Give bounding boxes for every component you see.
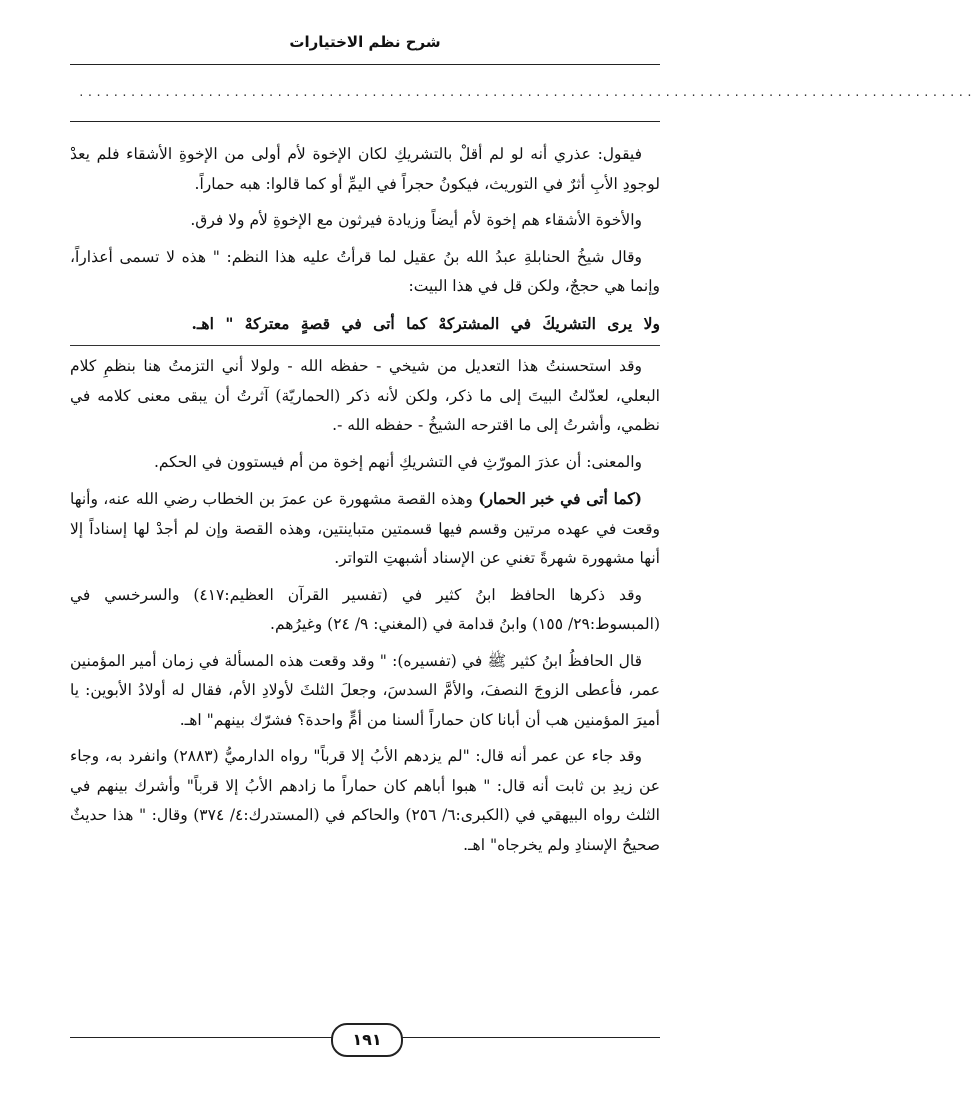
paragraph-8: قال الحافظُ ابنُ كثير ﷺ في (تفسيره): " وقد وقعت هذه المسألة في زمان أمير المؤمنين عمر، فأعطى الزوجَ النصفَ، والأمَّ السدسَ، وجعلَ الثلثَ لأولادِ الأم، فقال له أولادُ الأبوين: يا أميرَ المؤمنين هب أن أبانا كان حماراً ألسنا من أمٍّ واحدة؟ فشرّك بينهم" اهـ. [70,651,660,729]
paragraph-9: وقد جاء عن عمر أنه قال: "لم يزدهم الأبُ إلا قرباً" رواه الدارميُّ (٢٨٨٣) وانفرد به، وجاء عن زيدِ بن ثابت أنه قال: " هبوا أباهم كان حماراً ما زادهم الأبُ إلا قرباً" وأشرك بينهم في الثلث رواه البيهقي في (الكبرى:٦/ ٢٥٦) والحاكم في (المستدرك:٤/ ٣٧٤) وقال: " هذا حديثٌ صحيحُ الإسنادِ ولم يخرجاه" اهـ. [70,747,660,854]
header-rule [70,64,660,65]
main-text [70,140,660,867]
running-header: شرح نظم الاختيارات [289,33,441,51]
paragraph-6 [70,484,660,574]
paragraph-1: فيقول: عذري أنه لو لم أقلْ بالتشريكِ لكان الإخوة لأم أولى من الإخوةِ الأشقاء فلم يعدْ لوجودِ الأبِ أثرٌ في التوريث، فيكونُ حجراً في اليمِّ أو كما قالوا: هبه حماراً. [70,145,660,193]
verse-line: ولا يرى التشريكَ في المشتركهْ كما أتى في قصةٍ معتركهْ " اهـ. [191,313,660,333]
paragraph-2: والأخوة الأشقاء هم إخوة لأم أيضاً وزيادة فيرثون مع الإخوةِ لأم ولا فرق. [190,211,642,229]
verse-divider [70,345,660,346]
separator-rule [70,121,660,122]
paragraph-6-lead: (كما أتى في خبر الحمار) [478,489,642,508]
dotted-line: ........................................................................................................ [78,86,975,99]
page-number: ١٩١ [331,1023,403,1057]
paragraph-3: وقال شيخُ الحنابلةِ عبدُ الله بنُ عقيل لما قرأتُ عليه هذا النظم: " هذه لا تسمى أعذاراً، وإنما هي حججٌ، ولكن قل في هذا البيت: [70,247,660,295]
paragraph-4: وقد استحسنتُ هذا التعديل من شيخي - حفظه الله - ولولا أني التزمتُ هنا بنظمِ كلام البعلي، لعدّلتُ البيتَ إلى ما ذكر، ولكن لأنه ذكر (الحماريّة) آثرتُ أن يبقى معنى كلامه في نظمي، وأشرتُ إلى ما اقترحه الشيخُ - حفظه الله -. [70,357,660,434]
paragraph-5: والمعنى: أن عذرَ المورّثِ في التشريكِ أنهم إخوة من أم فيستوون في الحكم. [153,452,642,471]
paragraph-7: وقد ذكرها الحافظ ابنُ كثير في (تفسير القرآن العظيم:٤١٧) والسرخسي في (المبسوط:٢٩/ ١٥٥) وابنُ قدامة في (المغني: ٩/ ٢٤) وغيرُهم. [70,585,660,633]
paragraph-6-rest: وهذه القصة مشهورة عن عمرَ بن الخطاب رضي الله عنه، وأنها وقعت في عهده مرتين وقسم فيها قسمتين متباينتين، وهذه القصة وإن لم أجدْ لها إسناداً إلا أنها مشهورة شهرةً تغني عن الإسناد أشبهتِ التواتر. [70,490,660,567]
